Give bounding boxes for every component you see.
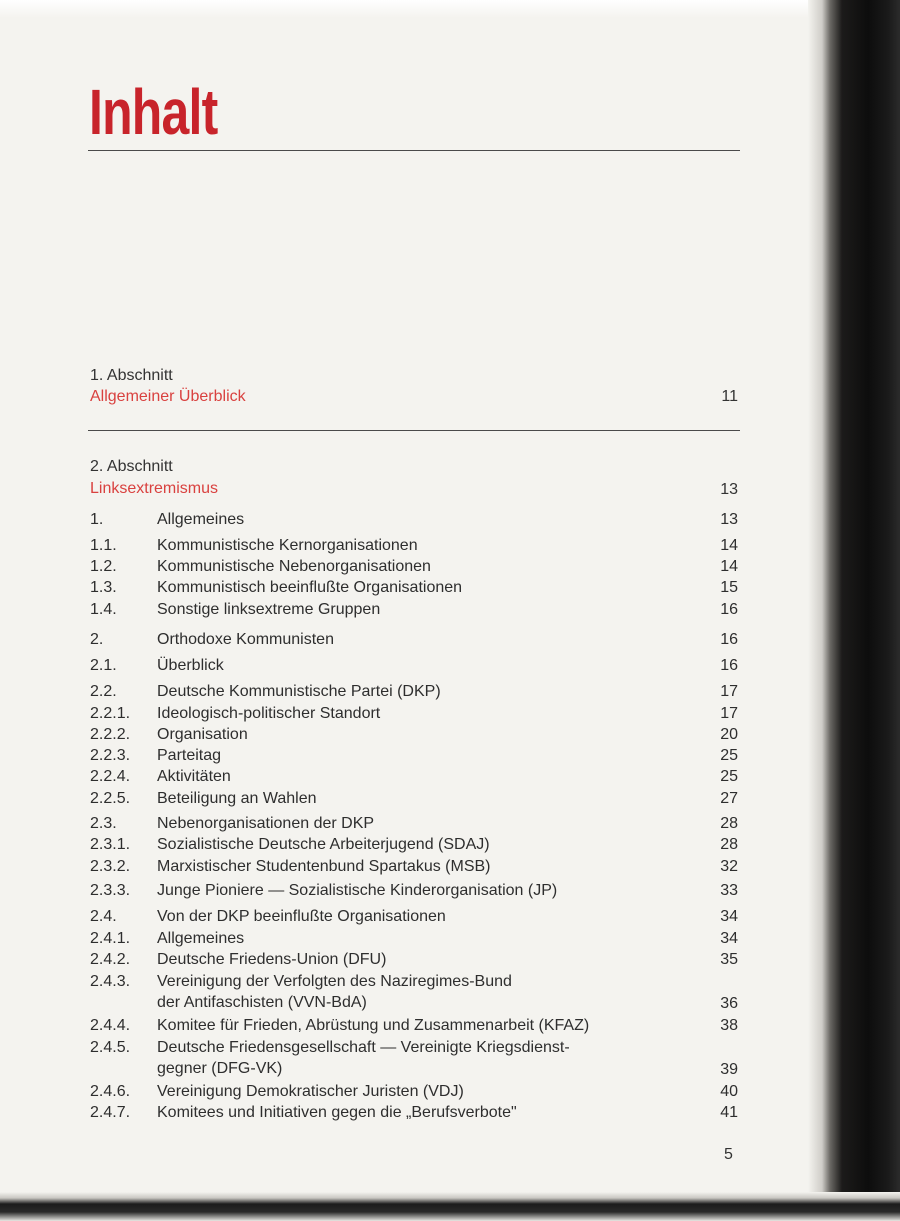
toc-entry-text: Orthodoxe Kommunisten: [157, 631, 334, 648]
toc-entry-page: 16: [720, 657, 738, 674]
toc-entry-text: Allgemeines: [157, 930, 245, 947]
toc-entry-text: Organisation: [157, 726, 248, 743]
toc-entry-page: 34: [720, 908, 738, 925]
toc-entry-text: Kommunistisch beeinflußte Organisationen: [157, 579, 463, 596]
toc-entry-number: 1.2.: [90, 558, 117, 575]
toc-entry-number: 2.4.4.: [90, 1017, 131, 1034]
toc-entry-page: 32: [720, 858, 738, 875]
toc-entry-text: Aktivitäten: [157, 768, 231, 785]
toc-entry-page: 35: [720, 951, 738, 968]
section-divider: [88, 430, 740, 431]
toc-entry-text: Deutsche Friedens-Union (DFU): [157, 951, 387, 968]
toc-entry-page: 27: [720, 790, 738, 807]
toc-entry-text: Von der DKP beeinflußte Organisationen: [157, 908, 446, 925]
toc-entry-number: 2.3.3.: [90, 882, 131, 899]
toc-entry-number: 2.: [90, 631, 104, 648]
toc-entry-page: 25: [720, 747, 738, 764]
toc-entry-page: 14: [720, 558, 738, 575]
title-rule: [88, 150, 740, 151]
toc-entry-text: Deutsche Kommunistische Partei (DKP): [157, 683, 441, 700]
page-number: 5: [724, 1146, 733, 1163]
toc-entry-page: 16: [720, 631, 738, 648]
toc-entry-text-cont: der Antifaschisten (VVN-BdA): [157, 994, 367, 1011]
toc-entry-page: 16: [720, 601, 738, 618]
book-spine-shadow: [808, 0, 900, 1221]
toc-entry-text: Komitees und Initiativen gegen die „Berufsverbote": [157, 1104, 517, 1121]
section-1-label: 1. Abschnitt: [90, 367, 173, 384]
page-bottom-edge: [0, 1192, 900, 1221]
toc-entry-page: 14: [720, 537, 738, 554]
toc-entry-page: 41: [720, 1104, 738, 1121]
toc-entry-text: Beteiligung an Wahlen: [157, 790, 317, 807]
toc-entry-text: Deutsche Friedensgesellschaft — Vereinigte Kriegsdienst-: [157, 1039, 570, 1056]
toc-entry-text: Komitee für Frieden, Abrüstung und Zusammenarbeit (KFAZ): [157, 1017, 590, 1034]
toc-entry-number: 2.3.: [90, 815, 117, 832]
toc-entry-page: 17: [720, 683, 738, 700]
toc-entry-number: 2.1.: [90, 657, 117, 674]
toc-entry-text: Junge Pioniere — Sozialistische Kinderorganisation (JP): [157, 882, 558, 899]
toc-entry-number: 2.2.1.: [90, 705, 131, 722]
toc-entry-number: 2.4.5.: [90, 1039, 131, 1056]
toc-entry-number: 2.2.: [90, 683, 117, 700]
toc-entry-text: Nebenorganisationen der DKP: [157, 815, 375, 832]
toc-entry-number: 2.2.2.: [90, 726, 131, 743]
toc-entry-page: 15: [720, 579, 738, 596]
section-1-page: 11: [721, 388, 738, 405]
section-1-title: Allgemeiner Überblick: [90, 388, 246, 405]
toc-entry-page: 28: [720, 836, 738, 853]
toc-entry-text: Vereinigung der Verfolgten des Naziregimes-Bund: [157, 973, 512, 990]
toc-entry-number: 2.3.1.: [90, 836, 131, 853]
toc-entry-number: 2.3.2.: [90, 858, 131, 875]
toc-entry-number: 1.4.: [90, 601, 117, 618]
toc-entry-text: Kommunistische Nebenorganisationen: [157, 558, 431, 575]
toc-entry: [90, 1037, 740, 1079]
toc-entry: [90, 971, 740, 1013]
toc-entry-page: 20: [720, 726, 738, 743]
toc-entry-text: Sozialistische Deutsche Arbeiterjugend (SDAJ): [157, 836, 490, 853]
toc-entry-page: 38: [720, 1017, 738, 1034]
section-2-title: Linksextremismus: [90, 480, 219, 497]
toc-entry-page: 40: [720, 1083, 738, 1100]
section-2-label: 2. Abschnitt: [90, 458, 173, 475]
toc-entry-number: 2.4.1.: [90, 930, 131, 947]
toc-entry-number: 1.: [90, 511, 104, 528]
toc-entry-page: 34: [720, 930, 738, 947]
toc-entry-text: Allgemeines: [157, 511, 245, 528]
toc-entry-number: 2.4.6.: [90, 1083, 131, 1100]
toc-entry-number: 2.4.7.: [90, 1104, 131, 1121]
toc-entry-number: 2.4.3.: [90, 973, 131, 990]
toc-entry-text: Sonstige linksextreme Gruppen: [157, 601, 381, 618]
toc-entry-page: 33: [720, 882, 738, 899]
toc-entry-number: 2.2.3.: [90, 747, 131, 764]
toc-entry-text: Parteitag: [157, 747, 222, 764]
toc-entry-text: Vereinigung Demokratischer Juristen (VDJ): [157, 1083, 464, 1100]
toc-entry-text: Überblick: [157, 657, 224, 674]
page-title: Inhalt: [89, 76, 218, 148]
toc-entry-page: 39: [720, 1061, 738, 1078]
toc-entry-number: 2.2.5.: [90, 790, 131, 807]
toc-entry-number: 1.3.: [90, 579, 117, 596]
toc-entry-number: 1.1.: [90, 537, 117, 554]
section-2-page: 13: [720, 481, 738, 498]
toc-entry-page: 17: [720, 705, 738, 722]
toc-entry-page: 13: [720, 511, 738, 528]
toc-entry-text-cont: gegner (DFG-VK): [157, 1060, 283, 1077]
toc-entry-number: 2.4.: [90, 908, 117, 925]
toc-entry-text: Kommunistische Kernorganisationen: [157, 537, 418, 554]
toc-entry-text: Marxistischer Studentenbund Spartakus (MSB): [157, 858, 491, 875]
page-top-edge: [0, 0, 900, 18]
toc-entry-page: 36: [720, 995, 738, 1012]
toc-entry-page: 28: [720, 815, 738, 832]
toc-entry-number: 2.4.2.: [90, 951, 131, 968]
toc-entry-text: Ideologisch-politischer Standort: [157, 705, 381, 722]
toc-entry-number: 2.2.4.: [90, 768, 131, 785]
toc-entry-page: 25: [720, 768, 738, 785]
